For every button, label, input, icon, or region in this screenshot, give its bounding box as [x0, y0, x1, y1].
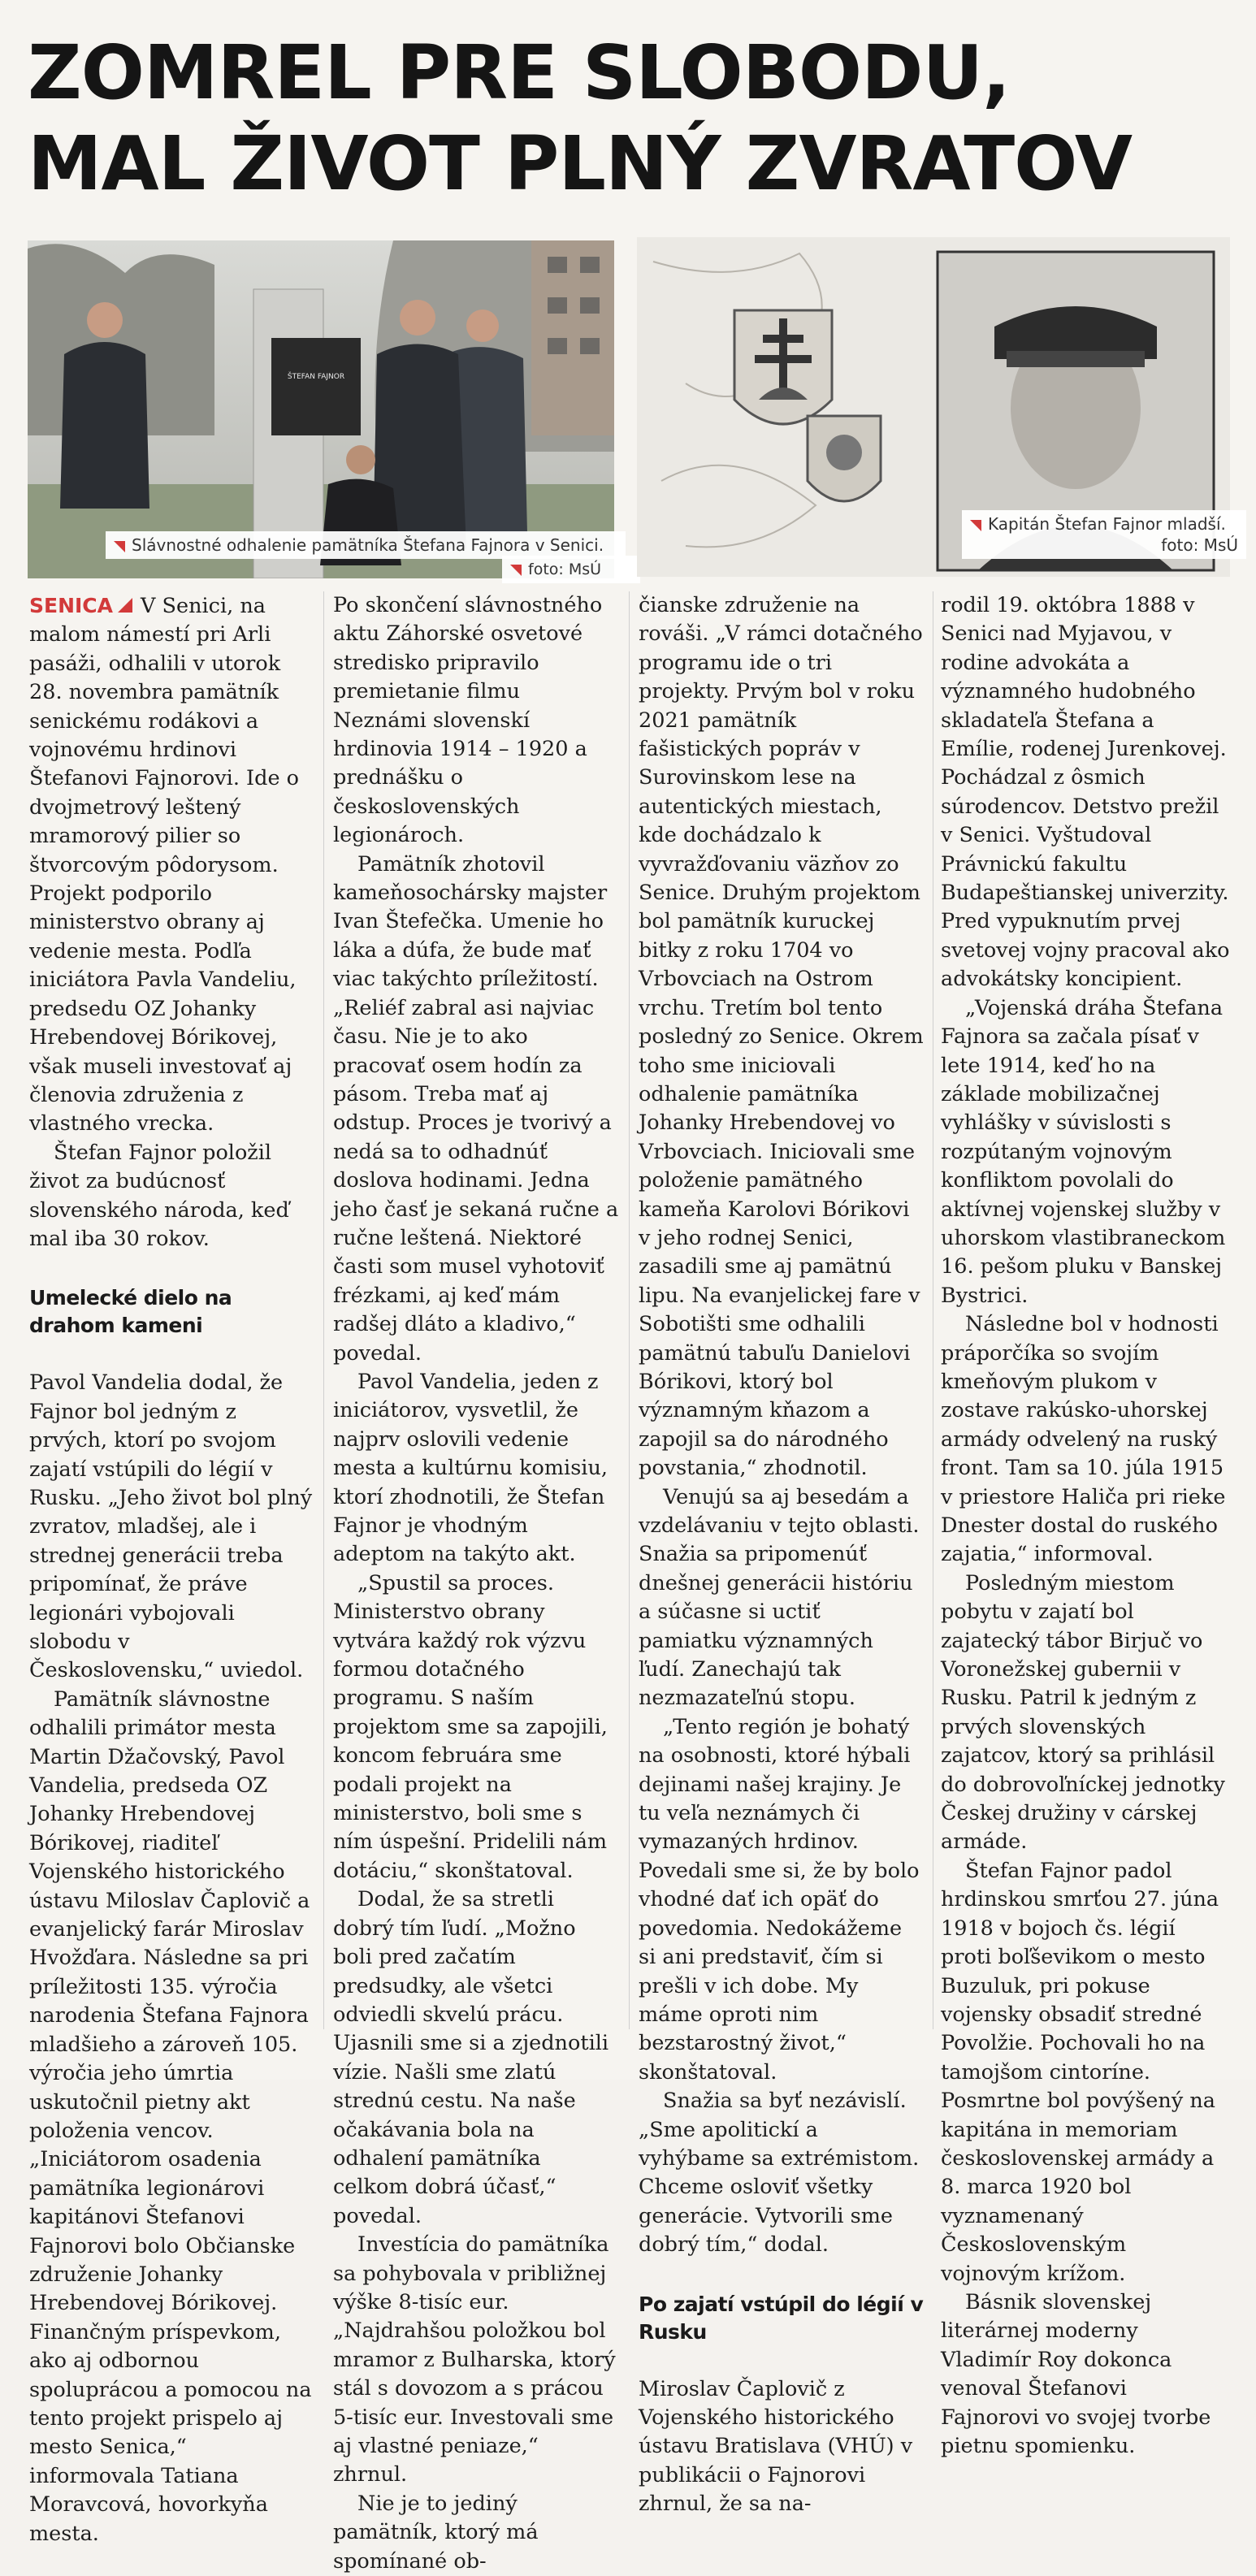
- article-headline: [28, 28, 1230, 210]
- location-kicker: SENICA: [29, 594, 114, 617]
- paragraph: Básnik slovenskej literárnej moderny Vladimír Roy dokonca venoval Štefanovi Fajnorovi vo svojej tvorbe pietnu spomienku.: [941, 2289, 1211, 2458]
- paragraph-text: V Senici, na malom námestí pri Arli pasáži, odhalili v utorok 28. novembra pamätník senickému rodákovi a vojnovému hrdinovi Štefanovi Fajnorovi. Ide o dvojmetrový leštený mramorový pilier so štvorcovým pôdorysom. Projekt podporilo ministerstvo obrany aj vedenie mesta. Podľa iniciátora Pavla Vandeliu, predsedu OZ Johanky Hrebendovej Bórikovej, však museli investovať aj členovia združenia z vlastného vrecka.: [29, 594, 299, 1136]
- photo1-caption: [106, 531, 626, 559]
- paragraph: Pavol Vandelia dodal, že Fajnor bol jedným z prvých, ktorí po svojom zajatí vstúpili do légií v Rusku. „Jeho život bol plný zvratov, mladšej, ale i strednej generácii treba pripomínať, že práve legionári vybojovali slobodu v Československu,“ uviedol.: [29, 1370, 313, 1683]
- photo2-caption-text: Kapitán Štefan Fajnor mladší.: [988, 514, 1226, 534]
- paragraph: Venujú sa aj besedám a vzdelávaniu v tejto oblasti. Snažia sa pripomenúť dnešnej generácii históriu a súčasne si uctiť pamiatku významných ľudí. Zanechajú tak nezmazateľnú stopu.: [639, 1484, 920, 1711]
- paragraph: Štefan Fajnor padol hrdinskou smrťou 27. júna 1918 v bojoch čs. légií proti boľševikom o mesto Buzuluk, pri pokuse vojensky obsadiť stredné Povolžie. Pochovali ho na tamojšom cintoríne. Posmrtne bol povýšený na kapitána in memoriam československej armády a 8. marca 1920 bol vyznamenaný Československým vojnovým krížom.: [941, 1858, 1219, 2286]
- photo2-credit: foto: MsÚ: [1161, 535, 1238, 555]
- memorial-unveiling-photo: [28, 240, 614, 578]
- article-column-3: [639, 591, 925, 2519]
- paragraph: „Spustil sa proces. Ministerstvo obrany vytvára každý rok výzvu formou dotačného programu. S naším projektom sme sa zapojili, koncom februára sme podali projekt na ministerstvo, boli sme s ním úspešní. Pridelili nám dotáciu,“ skonštatoval.: [333, 1570, 608, 1883]
- headline-line-1: ZOMREL PRE SLOBODU,: [28, 29, 1011, 116]
- paragraph: Následne bol v hodnosti práporčíka so svojím kmeňovým plukom v zostave rakúsko-uhorskej armády odvelený na ruský front. Tam sa 10. júla 1915 v priestore Haliča pri rieke Dnester dostal do ruského zajatia,“ informoval.: [941, 1312, 1226, 1567]
- paragraph: Pamätník zhotovil kameňosochársky majster Ivan Štefečka. Umenie ho láka a dúfa, že bude mať viac takýchto príležitostí. „Reliéf zabral asi najviac času. Nie je to ako pracovať osem hodín za pásom. Treba mať aj odstup. Proces je tvorivý a nedá sa to odhadnúť doslova hodinami. Jedna jeho časť je sekaná ručne a ručne leštená. Niektoré časti som musel vyhotoviť frézkami, aj keď mám radšej dláto a kladivo,“ povedal.: [333, 851, 619, 1366]
- paragraph: Dodal, že sa stretli dobrý tím ľudí. „Možno boli pred začatím predsudky, ale všetci odviedli skvelú prácu. Ujasnili sme si a zjednotili vízie. Našli sme zlatú strednú cestu. Na naše očakávania bola na odhalení pamätníka celkom dobrá účasť,“ povedal.: [333, 1887, 609, 2228]
- paragraph: Miroslav Čaplovič z Vojenského historického ústavu Bratislava (VHÚ) v publikácii o Fajnorovi zhrnul, že sa na-: [639, 2376, 913, 2517]
- article-column-2: [333, 591, 619, 2576]
- paragraph: čianske združenie na rováši. „V rámci dotačného programu ide o tri projekty. Prvým bol v roku 2021 pamätník fašistických popráv v Surovinskom lese na autentických miestach, kde dochádzalo k vyvražďovaniu väzňov zo Senice. Druhým projektom bol pamätník kuruckej bitky z roku 1704 vo Vrbovciach na Ostrom vrchu. Tretím bol tento posledný zo Senice. Okrem toho sme iniciovali odhalenie pamätníka Johanky Hrebendovej vo Vrbovciach. Iniciovali sme položenie pamätného kameňa Karolovi Bórikovi v jeho rodnej Senici, zasadili sme aj pamätnú lipu. Na evanjelickej fare v Sobotišti sme odhalili pamätnú tabuľu Danielovi Bórikovi, ktorý bol významným kňazom a zapojil sa do národného povstania,“ zhodnotil.: [639, 593, 924, 1481]
- caption-marker-icon: [970, 520, 981, 531]
- headline-line-2: MAL ŽIVOT PLNÝ ZVRATOV: [28, 120, 1133, 207]
- column-divider: [323, 591, 324, 2029]
- paragraph: rodil 19. októbra 1888 v Senici nad Myjavou, v rodine advokáta a významného hudobného skladateľa Štefana a Emílie, rodenej Jurenkovej. Pochádzal z ôsmich súrodencov. Detstvo prežil v Senici. Vyštudoval Právnickú fakultu Budapeštianskej univerzity. Pred vypuknutím prvej svetovej vojny pracoval ako advokátsky koncipient.: [941, 593, 1230, 992]
- paragraph: Pavol Vandelia, jeden z iniciátorov, vysvetlil, že najprv oslovili vedenie mesta a kultúrnu komisiu, ktorí zhodnotili, že Štefan Fajnor je vhodným adeptom na takýto akt.: [333, 1369, 608, 1567]
- paragraph: Investícia do pamätníka sa pohybovala v približnej výške 8-tisíc eur. „Najdrahšou položkou bol mramor z Bulharska, ktorý stál s dovozom a s prácou 5-tisíc eur. Investovali sme aj vlastné peniaze,“ zhrnul.: [333, 2232, 616, 2487]
- caption-marker-icon: [114, 541, 125, 552]
- article-column-1: [29, 591, 314, 2548]
- paragraph: Posledným miestom pobytu v zajatí bol zajatecký tábor Birjuč vo Voronežskej gubernii v Rusku. Patril k jedným z prvých slovenských zajatcov, ktorý sa prihlásil do dobrovoľníckej jednotky Českej družiny v cárskej armáde.: [941, 1570, 1225, 1855]
- photo2-caption: [962, 510, 1246, 559]
- paragraph: Štefan Fajnor položil život za budúcnosť slovenského národa, keď mal iba 30 rokov.: [29, 1140, 289, 1251]
- column-divider: [629, 591, 630, 2029]
- photo1-credit: [502, 556, 640, 583]
- paragraph: „Tento región je bohatý na osobnosti, ktoré hýbali dejinami našej krajiny. Je tu veľa neznámych či vymazaných hrdinov. Povedali sme si, že by bolo vhodné dať ich opäť do povedomia. Nedokážeme si ani predstaviť, čím si prešli v ich dobe. My máme oproti nim bezstarostný život,“ skonštatoval.: [639, 1714, 920, 2085]
- article-column-4: [941, 591, 1230, 2461]
- caption-marker-icon: [510, 565, 522, 576]
- paragraph: Nie je to jediný pamätník, ktorý má spomínané ob-: [333, 2491, 539, 2574]
- paragraph: Pamätník slávnostne odhalili primátor mesta Martin Džačovský, Pavol Vandelia, predseda OZ Johanky Hrebendovej Bórikovej, riaditeľ Vojenského historického ústavu Miloslav Čaplovič a evanjelický farár Miroslav Hvožďara. Následne sa pri príležitosti 135. výročia narodenia Štefana Fajnora mladšieho a zároveň 105. výročia jeho úmrtia uskutočnil pietny akt položenia vencov. „Iniciátorom osadenia pamätníka legionárovi kapitánovi Štefanovi Fajnorovi bolo Občianske združenie Johanky Hrebendovej Bórikovej. Finančným príspevkom, ako aj odbornou spoluprácou a pomocou na tento projekt prispelo aj mesto Senica,“ informovala Tatiana Moravcová, hovorkyňa mesta.: [29, 1686, 312, 2546]
- paragraph: „Vojenská dráha Štefana Fajnora sa začala písať v lete 1914, keď ho na základe mobilizačnej vyhlášky v súvislosti s rozpútaným vojnovým konfliktom povolali do aktívnej vojenskej služby v uhorskom vlastibraneckom 16. pešom pluku v Banskej Bystrici.: [941, 995, 1226, 1308]
- paragraph: Snažia sa byť nezávislí. „Sme apolitickí a vyhýbame sa extrémistom. Chceme osloviť všetky generácie. Vytvorili sme dobrý tím,“ dodal.: [639, 2089, 920, 2258]
- paragraph: Po skončení slávnostného aktu Záhorské osvetové stredisko pripravilo premietanie filmu Neznámi slovenskí hrdinovia 1914 – 1920 a prednášku o československých legionároch.: [333, 593, 603, 848]
- photo1-credit-text: foto: MsÚ: [528, 561, 602, 578]
- kicker-marker-icon: [118, 598, 132, 613]
- lead-paragraph: [29, 591, 314, 1139]
- memorial-plaque-text: ŠTEFAN FAJNOR: [287, 373, 345, 381]
- subheading: Umelecké dielo na drahom kameni: [29, 1286, 232, 1338]
- photo1-caption-text: Slávnostné odhalenie pamätníka Štefana Fajnora v Senici.: [132, 535, 604, 555]
- subheading: Po zajatí vstúpil do légií v Rusku: [639, 2292, 924, 2344]
